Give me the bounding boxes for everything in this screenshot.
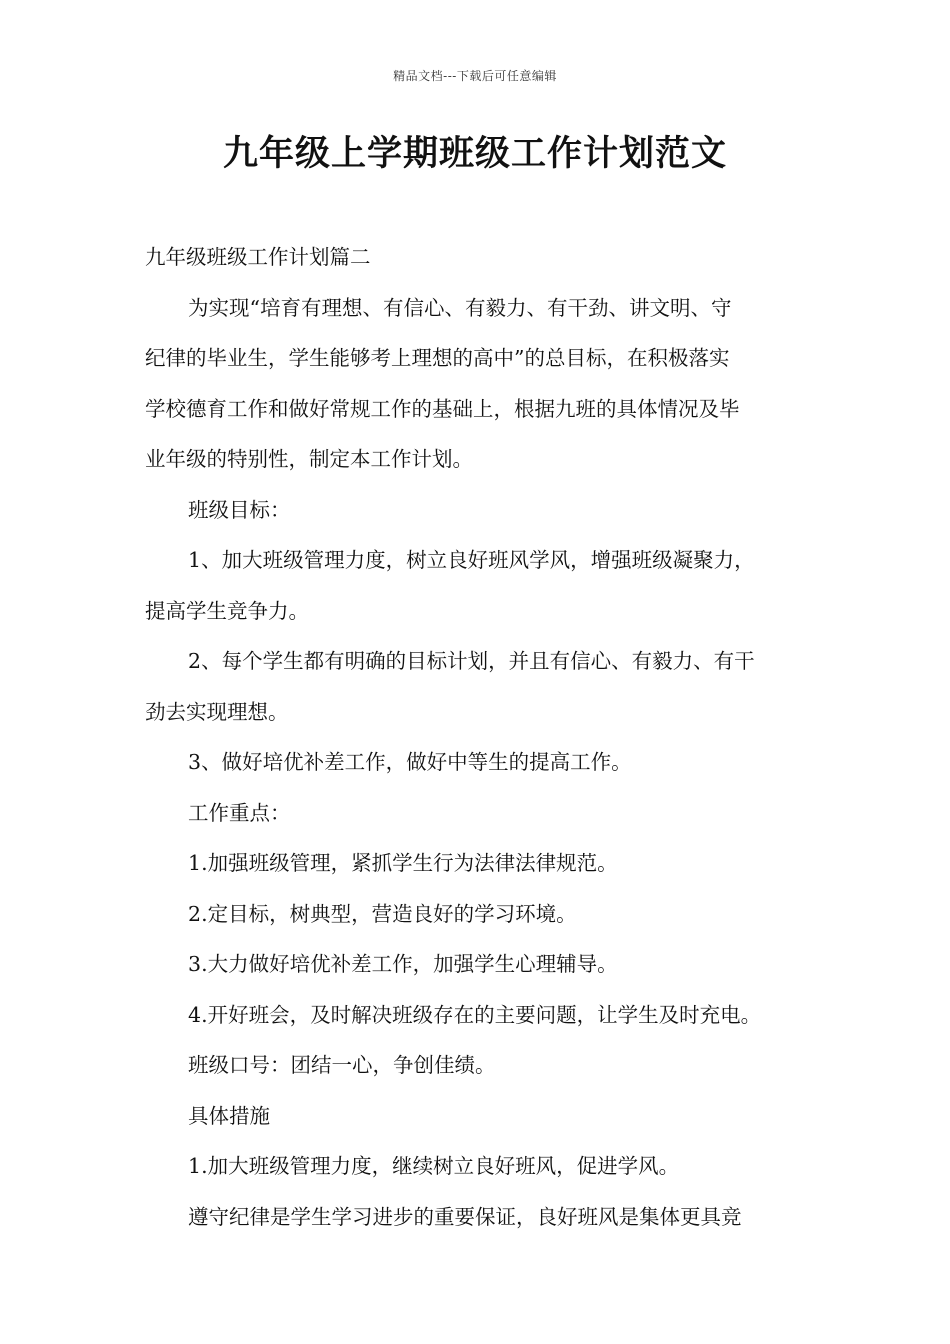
goal-line: 1、加大班级管理力度，树立良好班风学风，增强班级凝聚力，: [188, 548, 755, 572]
goal-line: 提高学生竞争力。: [145, 598, 309, 623]
measure-paragraph-start: 遵守纪律是学生学习进步的重要保证，良好班风是集体更具竞: [188, 1204, 742, 1229]
focus-item: 4.开好班会，及时解决班级存在的主要问题，让学生及时充电。: [188, 1002, 762, 1027]
focus-item: 2.定目标，树典型，营造良好的学习环境。: [188, 901, 577, 926]
intro-line: 为实现“培育有理想、有信心、有毅力、有干劲、讲文明、守: [188, 295, 732, 320]
intro-paragraph: [145, 283, 807, 485]
goal-line: 2、每个学生都有明确的目标计划，并且有信心、有毅力、有干: [188, 649, 755, 673]
section-subtitle: 九年级班级工作计划篇二: [145, 245, 371, 269]
goal-item: [145, 636, 807, 737]
goals-heading: 班级目标：: [188, 497, 291, 522]
measure-item: 1.加大班级管理力度，继续树立良好班风，促进学风。: [188, 1154, 680, 1178]
document-body: [145, 232, 807, 1242]
goal-item: [145, 535, 807, 636]
header-note: 精品文档---下载后可任意编辑: [393, 69, 557, 83]
focus-heading: 工作重点：: [188, 800, 291, 825]
focus-item: 3.大力做好培优补差工作，加强学生心理辅导。: [188, 952, 618, 976]
intro-line: 业年级的特别性，制定本工作计划。: [145, 447, 473, 471]
intro-line: 纪律的毕业生，学生能够考上理想的高中”的总目标，在积极落实: [145, 346, 730, 370]
class-slogan: 班级口号：团结一心，争创佳绩。: [188, 1053, 496, 1077]
intro-line: 学校德育工作和做好常规工作的基础上，根据九班的具体情况及毕: [145, 396, 740, 421]
focus-item: 1.加强班级管理，紧抓学生行为法律法律规范。: [188, 851, 618, 875]
goal-item: 3、做好培优补差工作，做好中等生的提高工作。: [188, 750, 632, 774]
measures-heading: 具体措施: [188, 1103, 271, 1128]
goal-line: 劲去实现理想。: [145, 699, 289, 724]
document-title: 九年级上学期班级工作计划范文: [222, 134, 727, 174]
